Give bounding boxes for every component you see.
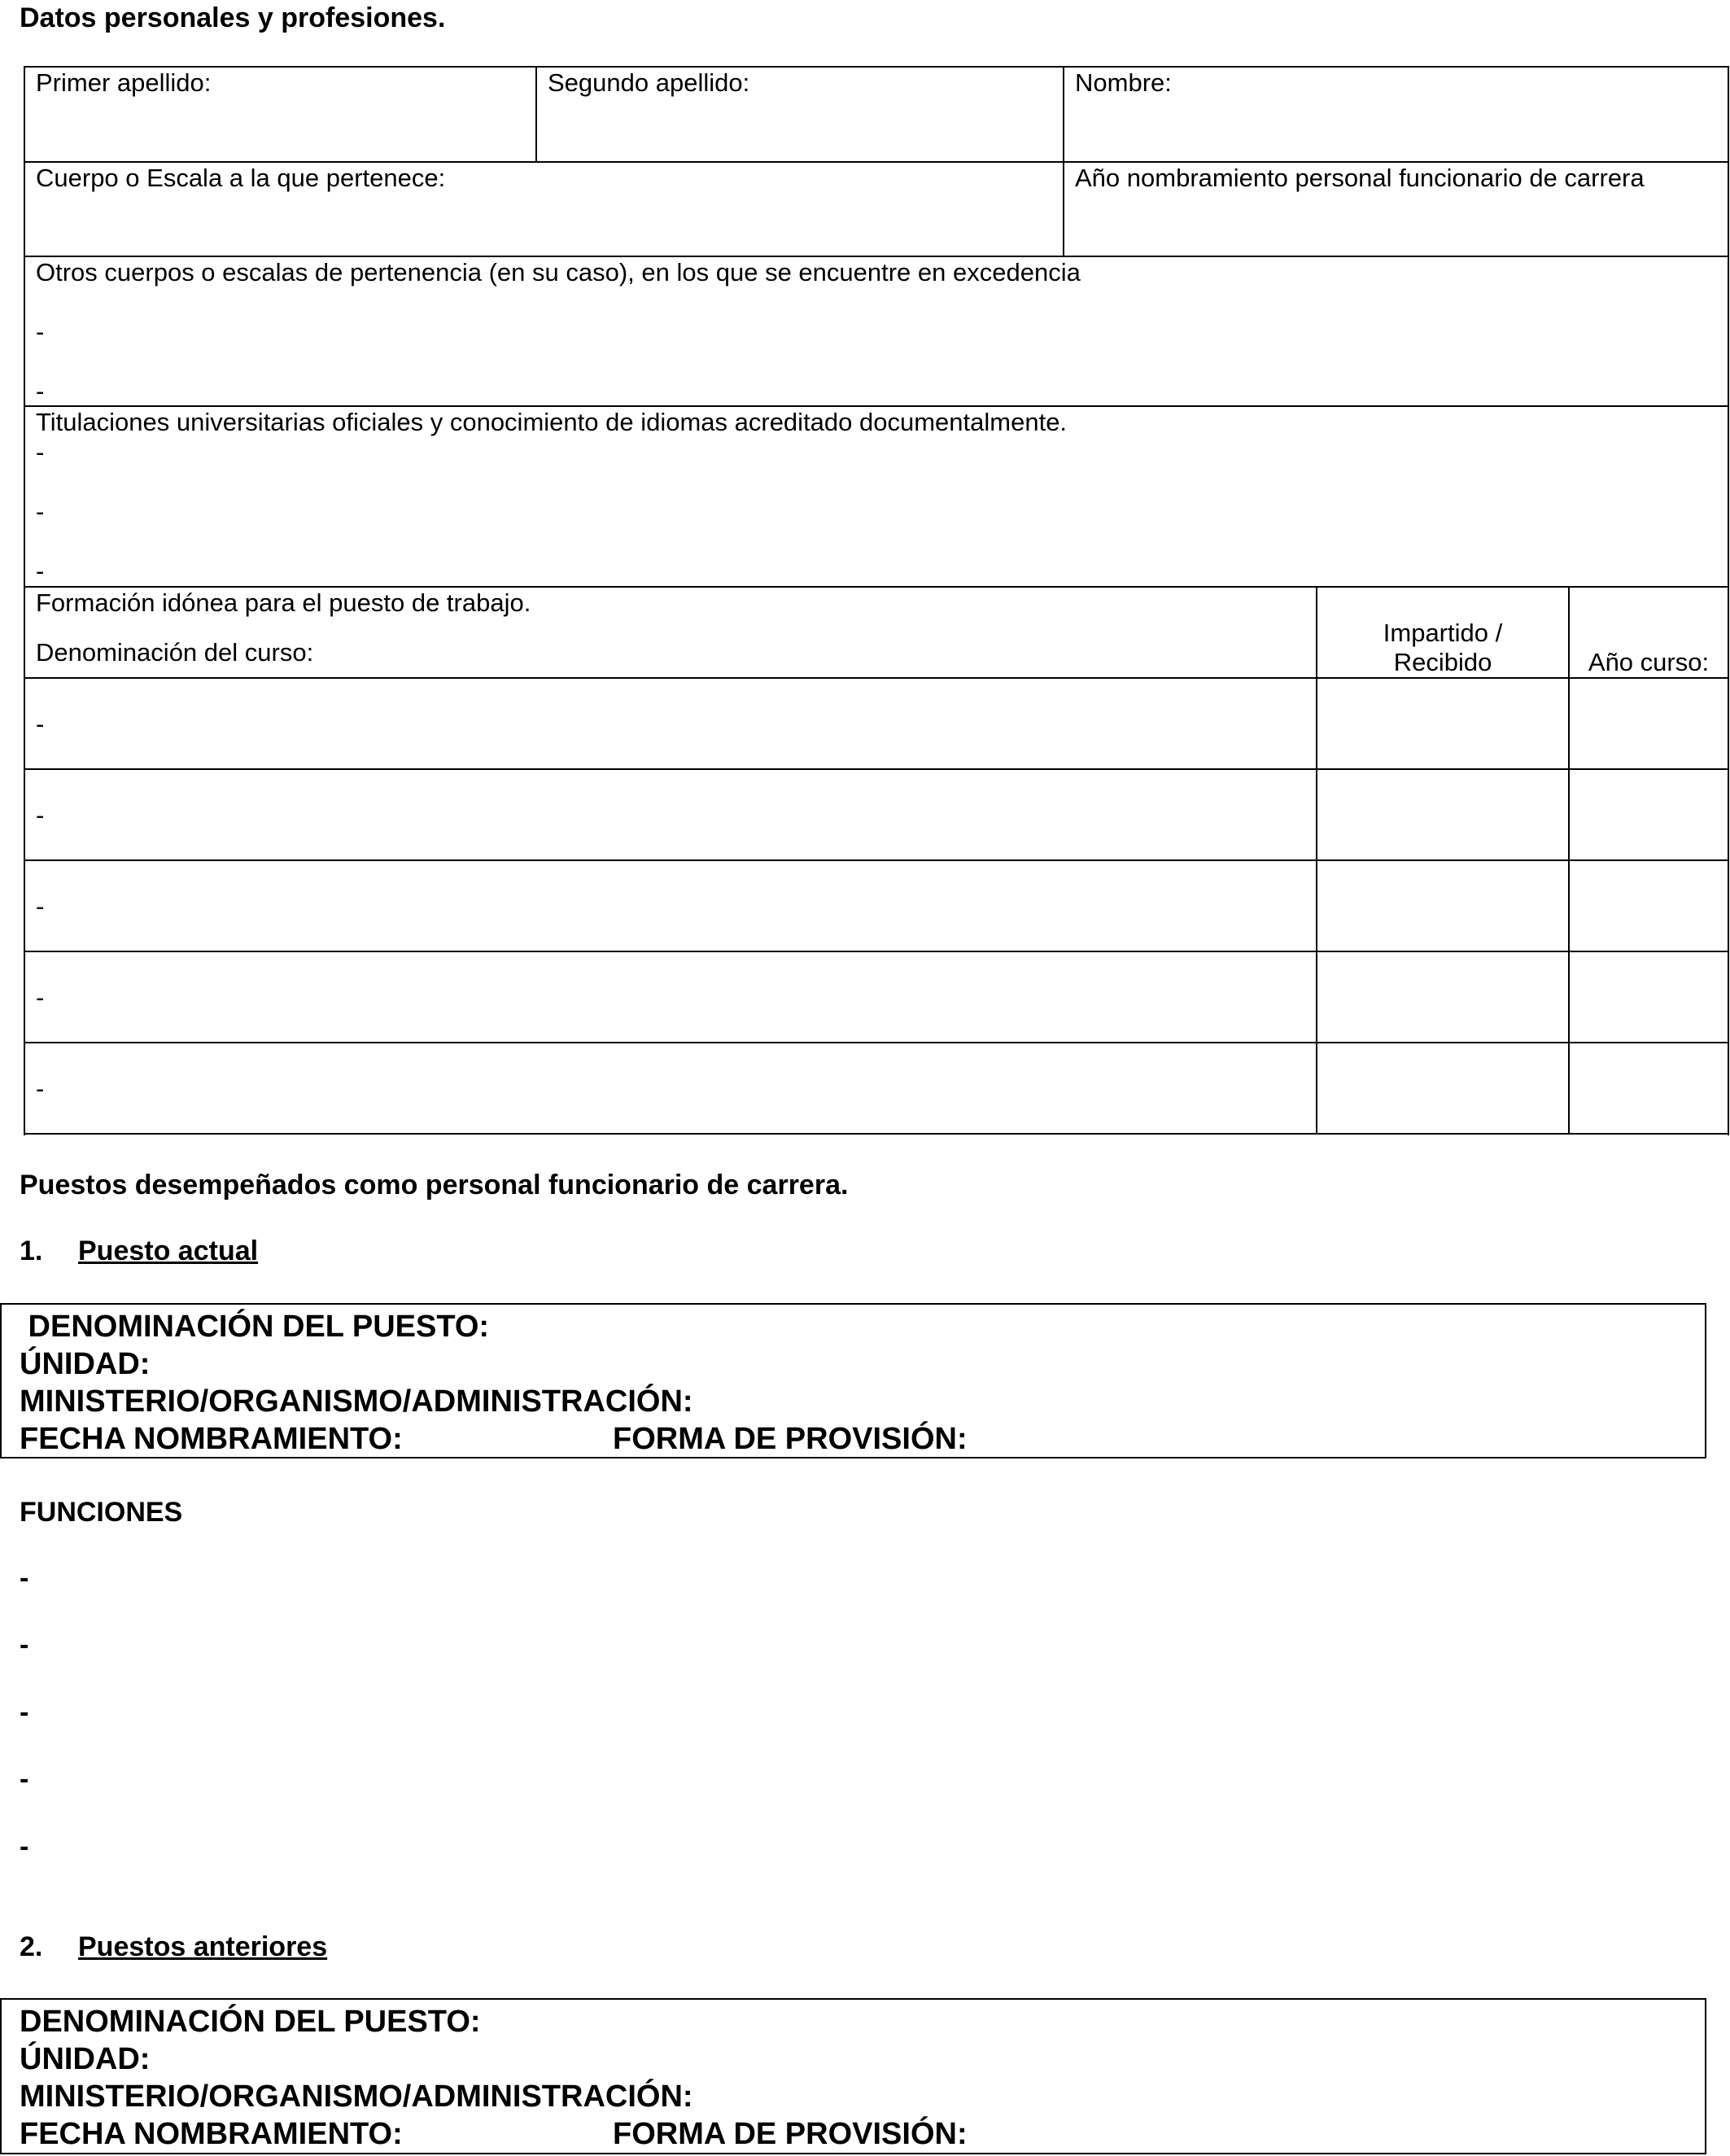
titulaciones-dash: - <box>36 557 45 585</box>
titulaciones-dash: - <box>36 497 45 526</box>
denominacion-puesto-label: DENOMINACIÓN DEL PUESTO: <box>20 1310 490 1344</box>
impartido-recibido-header: Impartido / Recibido <box>1383 619 1503 676</box>
funciones-heading: FUNCIONES <box>20 1497 183 1528</box>
ministerio-label: MINISTERIO/ORGANISMO/ADMINISTRACIÓN: <box>20 1384 693 1419</box>
denominacion-puesto-label: DENOMINACIÓN DEL PUESTO: <box>20 2005 481 2039</box>
forma-provision-label: FORMA DE PROVISIÓN: <box>613 2117 968 2151</box>
unidad-label: ÚNIDAD: <box>20 1347 151 1381</box>
section-number: 2. <box>20 1931 43 1962</box>
denominacion-curso-label: Denominación del curso: <box>36 638 314 667</box>
otros-cuerpos-dash: - <box>36 377 45 405</box>
section-title-puesto-actual: Puesto actual <box>78 1235 259 1266</box>
segundo-apellido-label: Segundo apellido: <box>548 68 750 97</box>
curso-row-dash: - <box>36 1074 45 1103</box>
primer-apellido-label: Primer apellido: <box>36 68 212 97</box>
formacion-label: Formación idónea para el puesto de trabajo. <box>36 588 531 617</box>
funcion-dash: - <box>20 1831 29 1862</box>
nombre-label: Nombre: <box>1075 68 1172 97</box>
curso-row-dash: - <box>36 892 45 921</box>
funcion-dash: - <box>20 1764 29 1795</box>
section-title-puestos-anteriores: Puestos anteriores <box>78 1931 328 1962</box>
section-number: 1. <box>20 1235 43 1266</box>
funcion-dash: - <box>20 1563 29 1594</box>
ano-nombramiento-label: Año nombramiento personal funcionario de carrera <box>1075 164 1645 192</box>
curso-row-dash: - <box>36 983 45 1012</box>
cuerpo-escala-label: Cuerpo o Escala a la que pertenece: <box>36 164 446 192</box>
titulaciones-label: Titulaciones universitarias oficiales y conocimiento de idiomas acreditado documentalmente. <box>36 408 1068 436</box>
curso-row-dash: - <box>36 801 45 829</box>
section-heading-personal: Datos personales y profesiones. <box>20 2 446 33</box>
titulaciones-dash: - <box>36 438 45 466</box>
otros-cuerpos-dash: - <box>36 317 45 346</box>
fecha-nombramiento-label: FECHA NOMBRAMIENTO: <box>20 1422 403 1456</box>
ministerio-label: MINISTERIO/ORGANISMO/ADMINISTRACIÓN: <box>20 2079 693 2114</box>
fecha-nombramiento-label: FECHA NOMBRAMIENTO: <box>20 2117 403 2151</box>
forma-provision-label: FORMA DE PROVISIÓN: <box>613 1422 968 1456</box>
ano-curso-header: Año curso: <box>1588 648 1710 676</box>
funcion-dash: - <box>20 1629 29 1660</box>
funcion-dash: - <box>20 1697 29 1728</box>
section-heading-puestos: Puestos desempeñados como personal funcionario de carrera. <box>20 1170 849 1200</box>
curso-row-dash: - <box>36 710 45 738</box>
otros-cuerpos-label: Otros cuerpos o escalas de pertenencia (en su caso), en los que se encuentre en excedencia <box>36 258 1081 286</box>
unidad-label: ÚNIDAD: <box>20 2042 151 2076</box>
